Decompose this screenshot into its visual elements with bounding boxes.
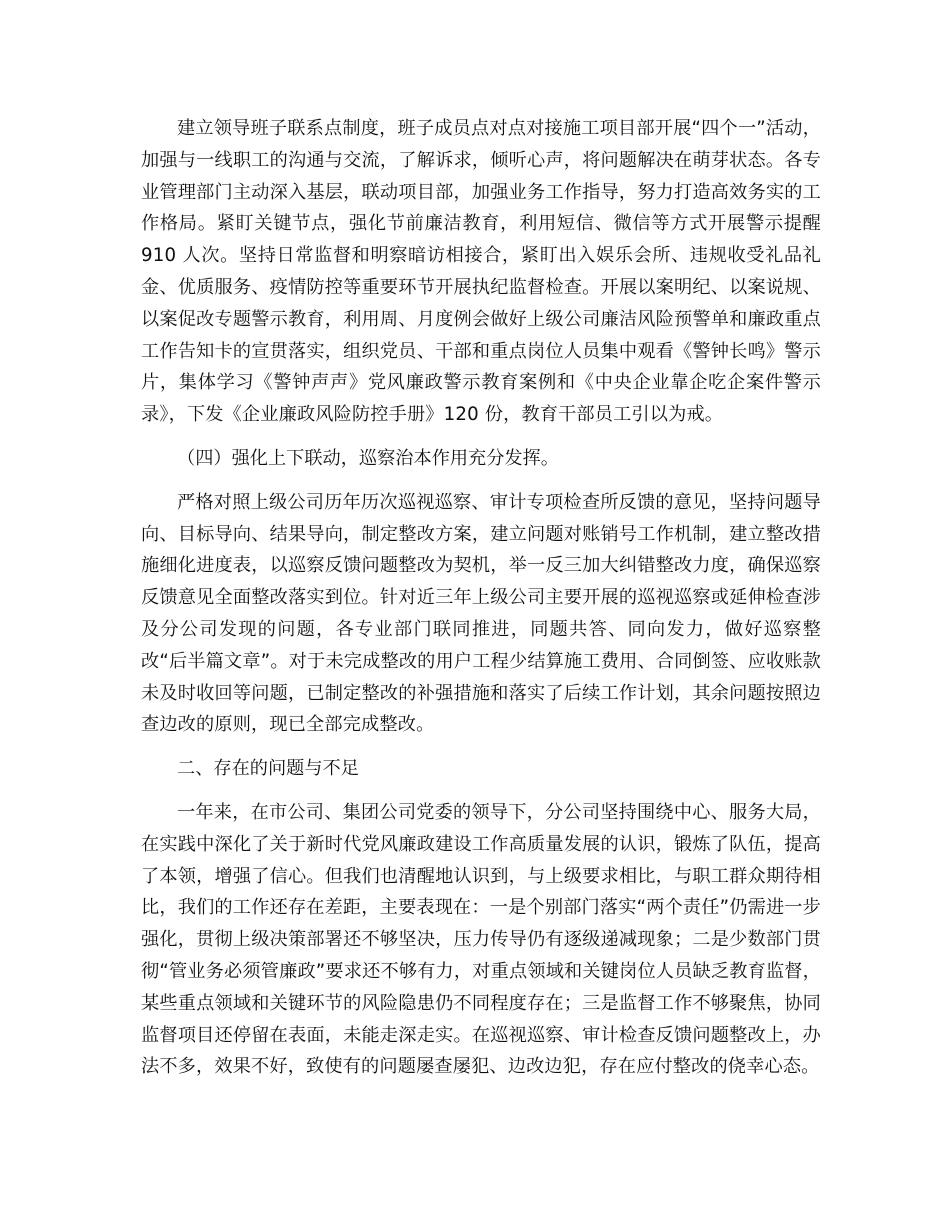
paragraph-rectification: 严格对照上级公司历年历次巡视巡察、审计专项检查所反馈的意见，坚持问题导向、目标导向、结果导向，制定整改方案，建立问题对账销号工作机制，建立整改措施细化进度表，以巡察反馈问题整改为契机，举一反三加大纠错整改力度，确保巡察反馈意见全面整改落实到位。针对近三年上级公司主要开展的巡视巡察或延伸检查涉及分公司发现的问题，各专业部门联同推进，同题共答、同向发力，做好巡察整改“后半篇文章”。对于未完成整改的用户工程少结算施工费用、合同倒签、应收账款未及时收回等问题，已制定整改的补强措施和落实了后续工作计划，其余问题按照边查边改的原则，现已全部完成整改。 xyxy=(141,491,821,736)
paragraph-leadership-contact: 建立领导班子联系点制度，班子成员点对点对接施工项目部开展“四个一”活动，加强与一线职工的沟通与交流，了解诉求，倾听心声，将问题解决在萌芽状态。各专业管理部门主动深入基层，联动项目部，加强业务工作指导，努力打造高效务实的工作格局。紧盯关键节点，强化节前廉洁教育，利用短信、微信等方式开展警示提醒 910 人次。坚持日常监督和明察暗访相接合，紧盯出入娱乐会所、违规收受礼品礼金、优质服务、疫情防控等重要环节开展执纪监督检查。开展以案明纪、以案说规、以案促改专题警示教育，利用周、月度例会做好上级公司廉洁风险预警单和廉政重点工作告知卡的宣贯落实，组织党员、干部和重点岗位人员集中观看《警钟长鸣》警示片，集体学习《警钟声声》党风廉政警示教育案例和《中央企业靠企吃企案件警示录》，下发《企业廉政风险防控手册》120 份，教育干部员工引以为戒。 xyxy=(141,118,821,426)
paragraph-shortcomings: 一年来，在市公司、集团公司党委的领导下，分公司坚持围绕中心、服务大局，在实践中深化了关于新时代党风廉政建设工作高质量发展的认识，锻炼了队伍，提高了本领，增强了信心。但我们也清醒地认识到，与上级要求相比，与职工群众期待相比，我们的工作还存在差距，主要表现在：一是个别部门落实“两个责任”仍需进一步强化，贯彻上级决策部署还不够坚决，压力传导仍有逐级递减现象；二是少数部门贯彻“管业务必须管廉政”要求还不够有力，对重点领域和关键岗位人员缺乏教育监督，某些重点领域和关键环节的风险隐患仍不同程度存在；三是监督工作不够聚焦，协同监督项目还停留在表面，未能走深走实。在巡视巡察、审计检查反馈问题整改上，办法不多，效果不好，致使有的问题屡查屡犯、边改边犯，存在应付整改的侥幸心态。 xyxy=(141,801,821,1078)
document-page xyxy=(141,113,821,1095)
section-heading-inspection-linkage: （四）强化上下联动，巡察治本作用充分发挥。 xyxy=(177,447,559,469)
section-heading-problems: 二、存在的问题与不足 xyxy=(177,758,359,780)
